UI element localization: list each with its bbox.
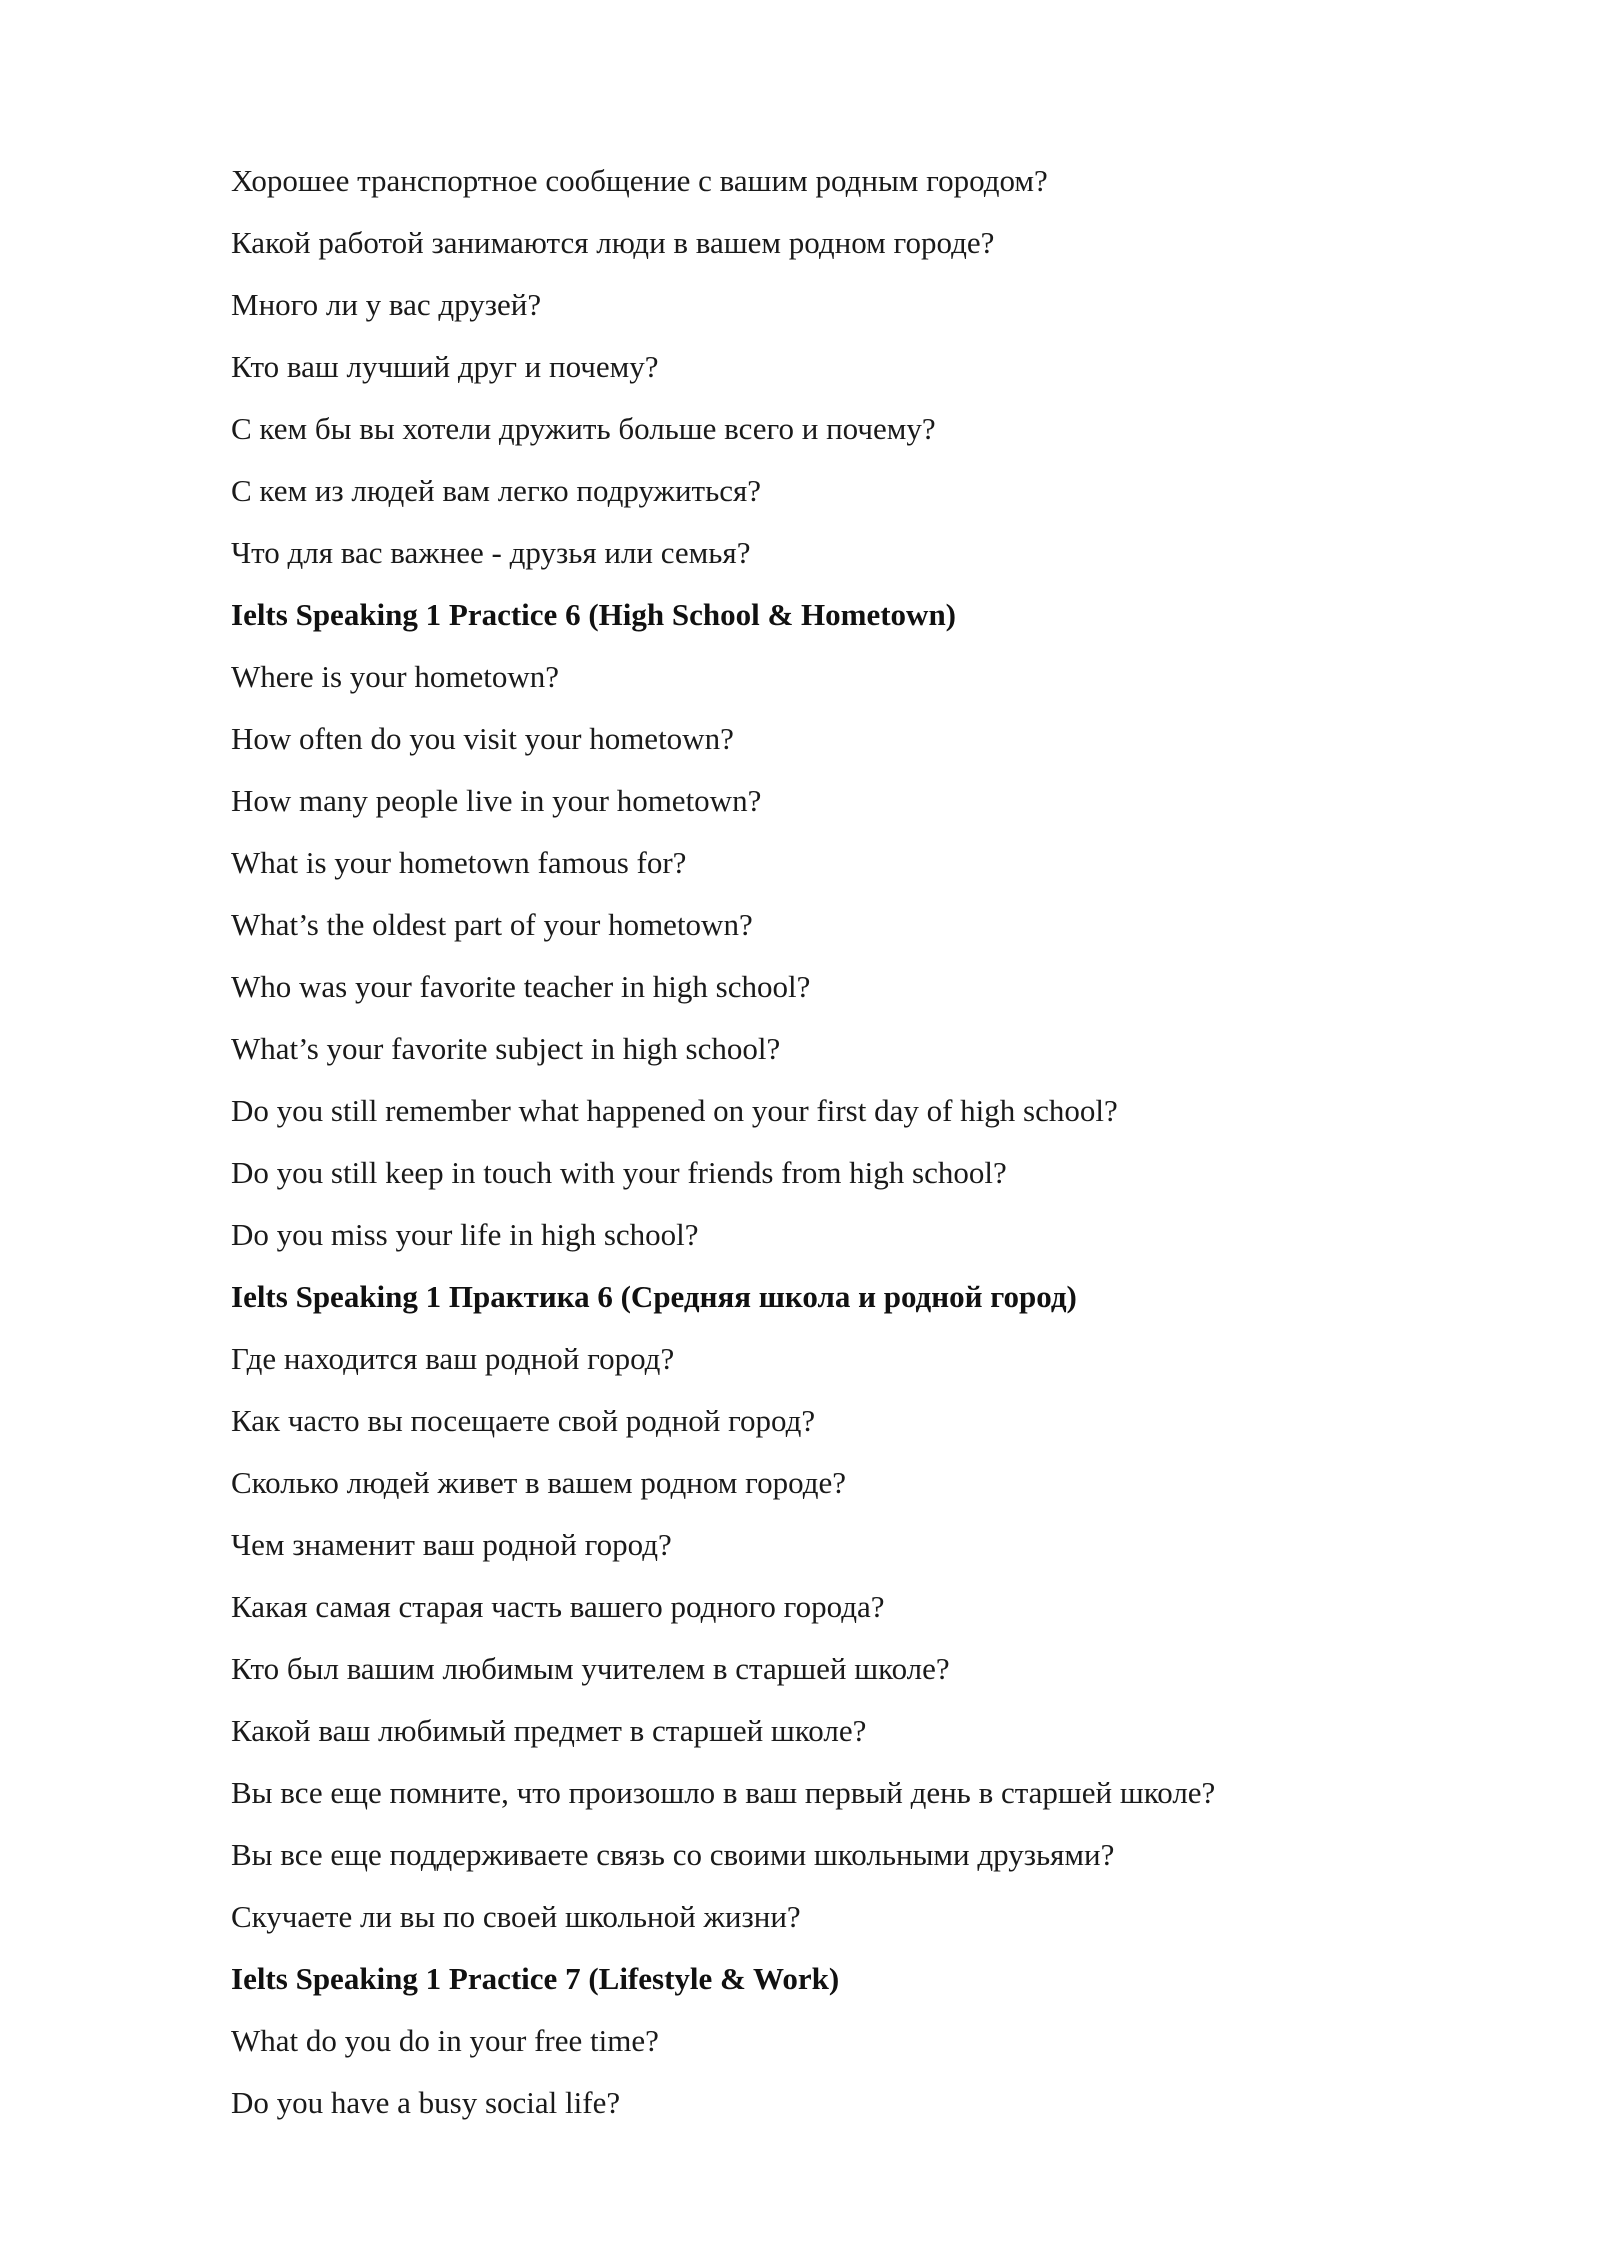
question-ru-first-day: Вы все еще помните, что произошло в ваш первый день в старшей школе? [231, 1775, 1216, 1810]
question-en-free-time: What do you do in your free time? [231, 2023, 659, 2058]
question-en-social-life: Do you have a busy social life? [231, 2085, 621, 2120]
question-ru-famous-for: Чем знаменит ваш родной город? [231, 1527, 672, 1562]
question-en-population: How many people live in your hometown? [231, 783, 762, 818]
question-ru-easy-friends: С кем из людей вам легко подружиться? [231, 473, 762, 508]
question-en-oldest-part: What’s the oldest part of your hometown? [231, 907, 753, 942]
question-ru-jobs: Какой работой занимаются люди в вашем родном городе? [231, 225, 995, 260]
section-heading-practice-6-ru: Ielts Speaking 1 Практика 6 (Средняя школа и родной город) [231, 1279, 1077, 1314]
question-ru-where-hometown: Где находится ваш родной город? [231, 1341, 675, 1376]
question-ru-friends-or-family: Что для вас важнее - друзья или семья? [231, 535, 751, 570]
question-en-favorite-subject: What’s your favorite subject in high school? [231, 1031, 781, 1066]
question-ru-miss-life: Скучаете ли вы по своей школьной жизни? [231, 1899, 801, 1934]
question-ru-visit-hometown: Как часто вы посещаете свой родной город? [231, 1403, 816, 1438]
question-en-miss-life: Do you miss your life in high school? [231, 1217, 699, 1252]
document-body [231, 150, 1431, 2134]
question-ru-many-friends: Много ли у вас друзей? [231, 287, 542, 322]
question-ru-favorite-subject: Какой ваш любимый предмет в старшей школе? [231, 1713, 867, 1748]
question-en-where-hometown: Where is your hometown? [231, 659, 559, 694]
question-en-visit-hometown: How often do you visit your hometown? [231, 721, 734, 756]
question-ru-befriend-most: С кем бы вы хотели дружить больше всего и почему? [231, 411, 936, 446]
question-ru-best-friend: Кто ваш лучший друг и почему? [231, 349, 659, 384]
question-ru-keep-in-touch: Вы все еще поддерживаете связь со своими школьными друзьями? [231, 1837, 1115, 1872]
question-en-famous-for: What is your hometown famous for? [231, 845, 687, 880]
section-heading-practice-6-en: Ielts Speaking 1 Practice 6 (High School & Hometown) [231, 597, 957, 632]
question-ru-transport: Хорошее транспортное сообщение с вашим родным городом? [231, 163, 1048, 198]
question-en-favorite-teacher: Who was your favorite teacher in high school? [231, 969, 811, 1004]
question-en-keep-in-touch: Do you still keep in touch with your friends from high school? [231, 1155, 1007, 1190]
question-ru-favorite-teacher: Кто был вашим любимым учителем в старшей школе? [231, 1651, 950, 1686]
section-heading-practice-7-en: Ielts Speaking 1 Practice 7 (Lifestyle & Work) [231, 1961, 840, 1996]
question-ru-oldest-part: Какая самая старая часть вашего родного города? [231, 1589, 885, 1624]
question-en-first-day: Do you still remember what happened on your first day of high school? [231, 1093, 1118, 1128]
question-ru-population: Сколько людей живет в вашем родном городе? [231, 1465, 847, 1500]
